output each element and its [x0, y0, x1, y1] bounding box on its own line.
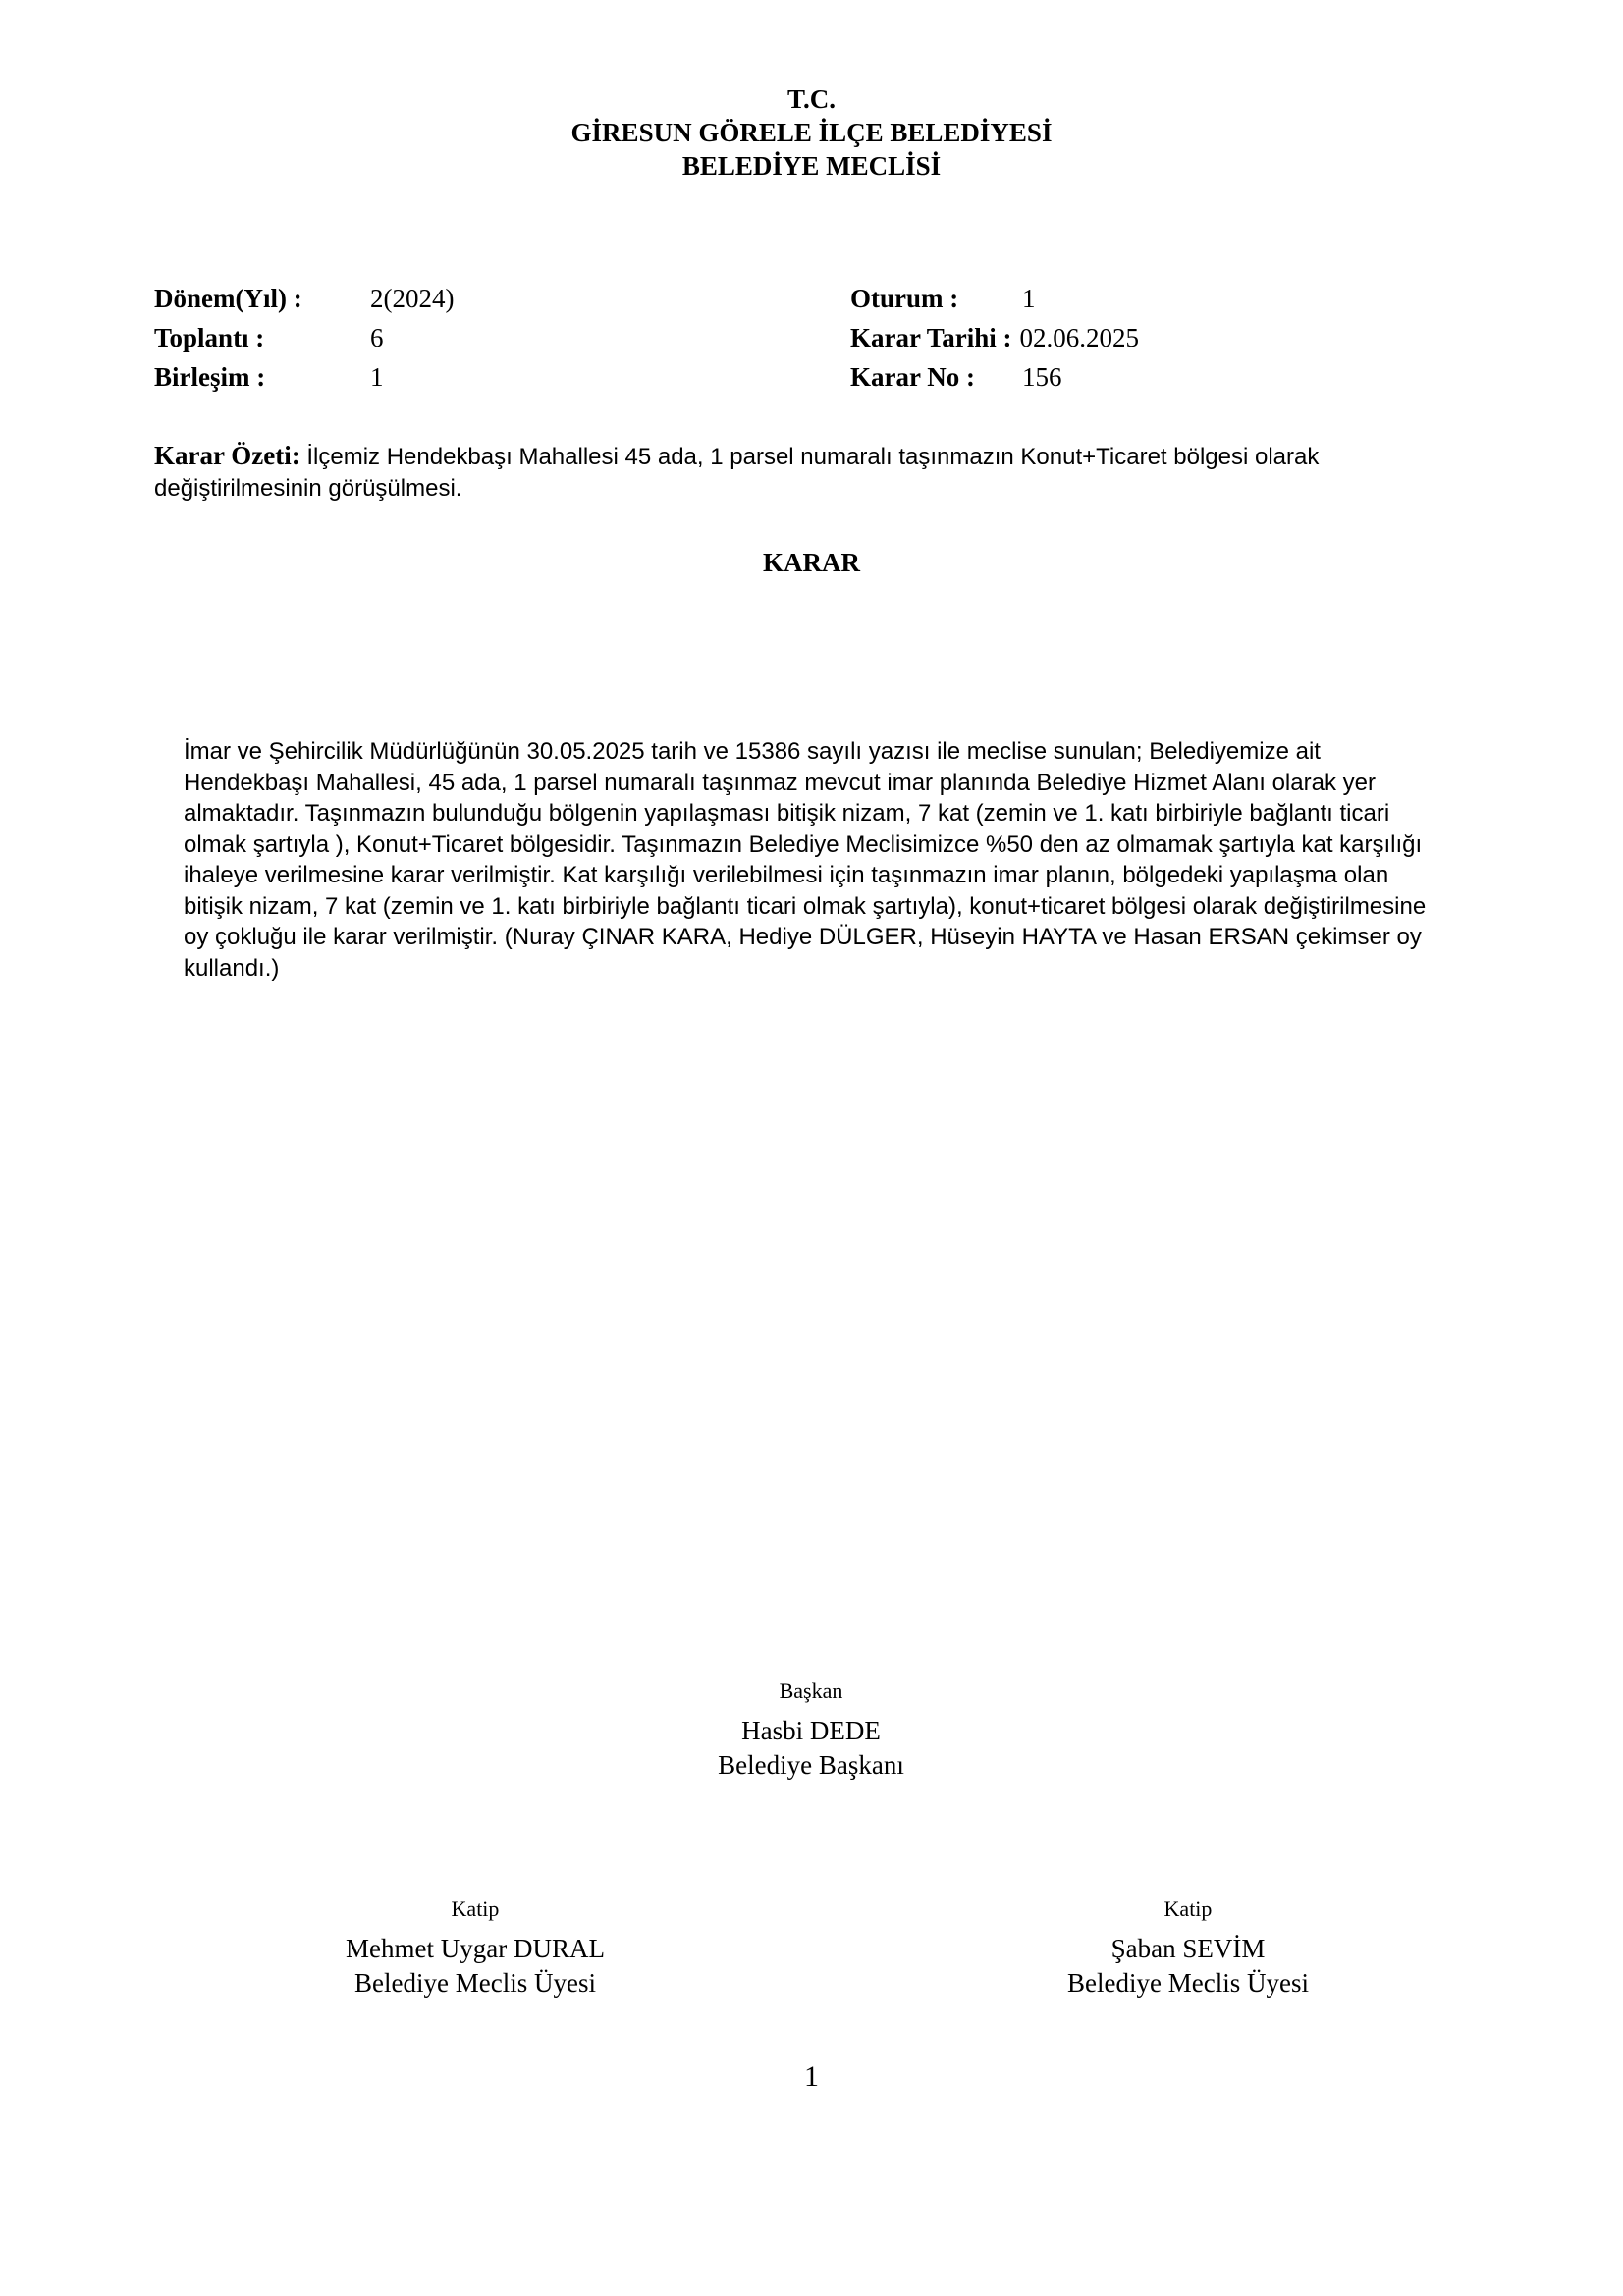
katip1-name: Mehmet Uygar DURAL: [346, 1934, 605, 1963]
meta-row-donem: [154, 279, 454, 318]
signature-baskan: [516, 1677, 1106, 1783]
page-number: 1: [804, 2060, 819, 2093]
toplanti-label: Toplantı :: [154, 323, 265, 352]
signature-katip-2: [893, 1895, 1483, 2001]
baskan-title: Belediye Başkanı: [718, 1750, 904, 1780]
meta-row-karar-tarihi: [850, 318, 1139, 357]
decision-summary: [154, 440, 1431, 505]
karar-no-value: 156: [1022, 362, 1062, 392]
baskan-role: Başkan: [779, 1679, 843, 1703]
katip2-title: Belediye Meclis Üyesi: [1067, 1968, 1309, 1998]
karar-tarihi-value: 02.06.2025: [1019, 323, 1140, 352]
donem-value: 2(2024): [370, 284, 455, 313]
header-tc: T.C.: [786, 84, 836, 114]
meta-row-toplanti: [154, 318, 454, 357]
meta-row-birlesim: [154, 357, 454, 397]
katip1-role: Katip: [451, 1896, 500, 1921]
meta-right-block: [850, 279, 1139, 397]
meta-row-oturum: [850, 279, 1139, 318]
birlesim-value: 1: [370, 362, 384, 392]
oturum-value: 1: [1022, 284, 1036, 313]
header-municipality: GİRESUN GÖRELE İLÇE BELEDİYESİ: [570, 118, 1053, 147]
summary-text: İlçemiz Hendekbaşı Mahallesi 45 ada, 1 parsel numaralı taşınmazın Konut+Ticaret bölgesi olarak değiştirilmesinin görüşülmesi.: [154, 444, 1320, 502]
katip2-name: Şaban SEVİM: [1110, 1934, 1266, 1963]
katip2-role: Katip: [1163, 1896, 1213, 1921]
karar-no-label: Karar No :: [850, 362, 975, 392]
signature-katip-1: [181, 1895, 770, 2001]
decision-body: İmar ve Şehircilik Müdürlüğünün 30.05.2025 tarih ve 15386 sayılı yazısı ile meclise sunulan; Belediyemize ait Hendekbaşı Mahallesi, 45 ada, 1 parsel numaralı taşınmaz mevcut imar planında Belediye Hizmet Alanı olarak yer almaktadır. Taşınmazın bulunduğu bölgenin yapılaşması bitişik nizam, 7 kat (zemin ve 1. katı birbiriyle bağlantı ticari olmak şartıyla ), Konut+Ticaret bölgesidir. Taşınmazın Belediye Meclisimizce %50 den az olmamak şartıyla kat karşılığı ihaleye verilmesine karar verilmiştir. Kat karşılığı verilebilmesi için taşınmazın imar planın, bölgedeki yapılaşma olan bitişik nizam, 7 kat (zemin ve 1. katı birbiriyle bağlantı ticari olmak şartıyla), konut+ticaret bölgesi olarak değiştirilmesine oy çokluğu ile karar verilmiştir. (Nuray ÇINAR KARA, Hediye DÜLGER, Hüseyin HAYTA ve Hasan ERSAN çekimser oy kullandı.): [184, 738, 1427, 982]
toplanti-value: 6: [370, 323, 384, 352]
oturum-label: Oturum :: [850, 284, 959, 313]
katip1-title: Belediye Meclis Üyesi: [354, 1968, 596, 1998]
meta-row-karar-no: [850, 357, 1139, 397]
donem-label: Dönem(Yıl) :: [154, 284, 302, 313]
summary-label: Karar Özeti:: [154, 441, 300, 470]
karar-tarihi-label: Karar Tarihi :: [850, 323, 1012, 352]
header-council: BELEDİYE MECLİSİ: [681, 151, 942, 181]
meta-left-block: [154, 279, 454, 397]
document-header: [0, 82, 1623, 183]
baskan-name: Hasbi DEDE: [741, 1716, 881, 1745]
birlesim-label: Birleşim :: [154, 362, 266, 392]
decision-title: KARAR: [763, 548, 860, 577]
